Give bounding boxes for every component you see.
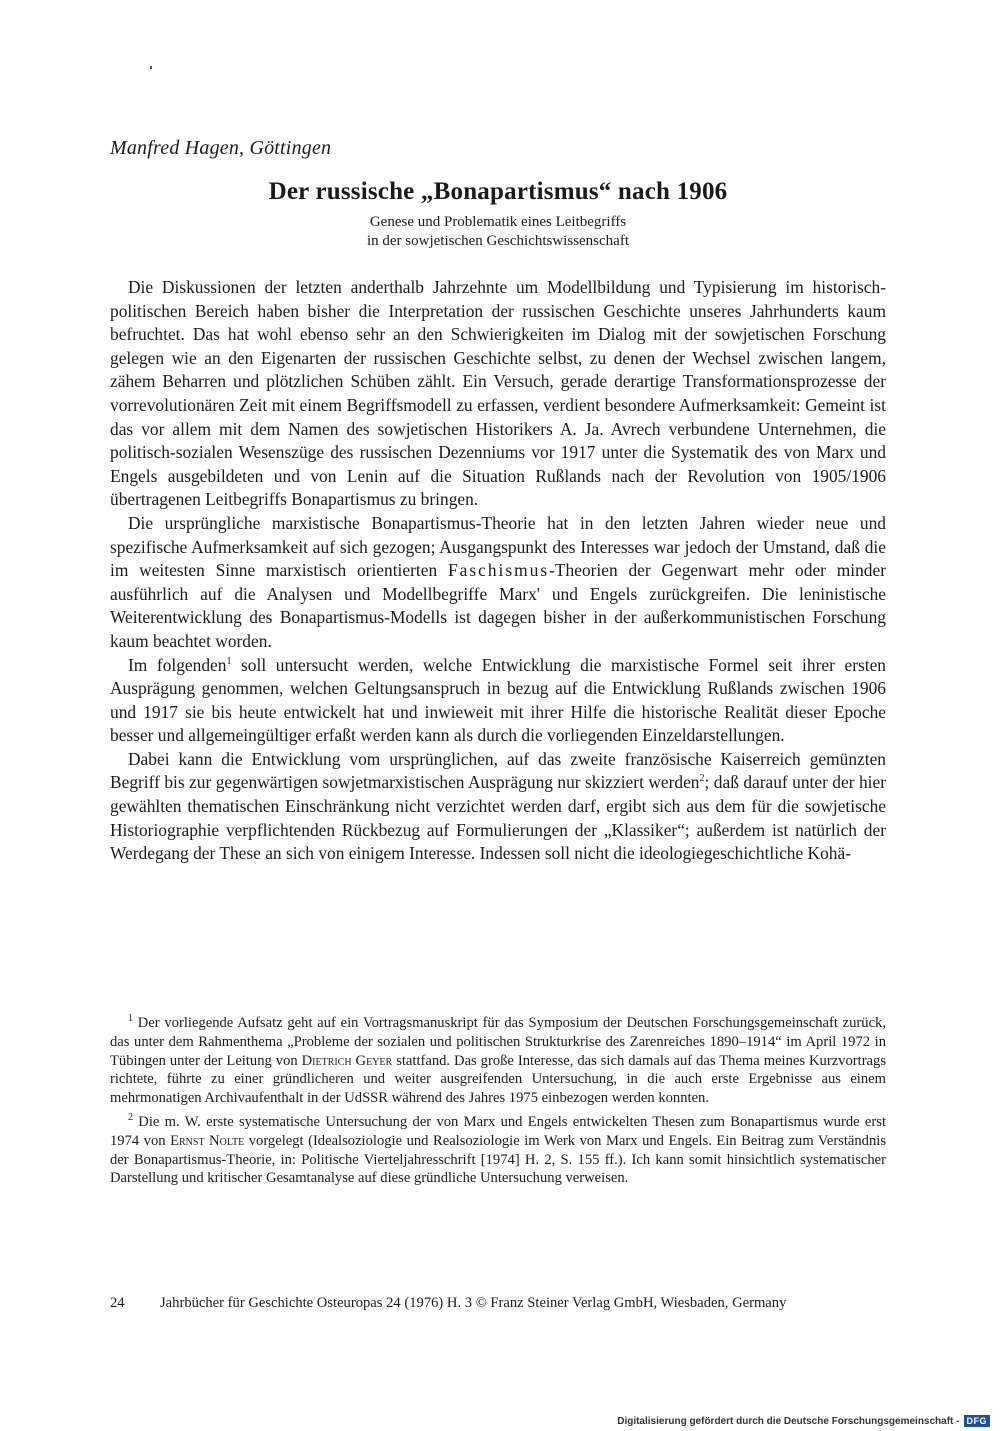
paragraph-3-text-b: soll untersucht werden, welche Entwicklung die marxistische Formel seit ihrer ersten Ausprägung genommen, welchen Geltungsanspruch in bezug auf die Entwicklung Rußlands zwischen 1906 und 1917 sie bis heute entwickelt hat und inwieweit mit ihrer Hilfe die historische Realität dieser Epoche besser und allgemeingültiger erfaßt werden kann als durch die vorliegenden Einzeldarstellungen.	[110, 654, 886, 746]
emphasized-term: Faschismus	[447, 560, 550, 581]
page-number: 24	[110, 1295, 125, 1311]
footnote-2-text-b: vorgelegt (Idealsoziologie und Realsoziologie im Werk von Marx und Engels. Ein Beitrag zum Verständnis der Bonapartismus-Theorie, in: Politische Vierteljahresschrift [1974] H. 2, S. 155 ff.). Ich kann somit hinsichtlich systematischer Darstellung und kritischer Gesamtanalyse auf diese gründliche Untersuchung verweisen.	[110, 1132, 887, 1187]
paragraph-2-text-a: Die ursprüngliche marxistische Bonapartismus-Theorie hat in den letzten Jahren wieder neue und spezifische Aufmerksamkeit auf sich gezogen; Ausgangspunkt des Interesses war jedoch der Umstand, daß die im weitesten Sinne marxistisch orientierten	[110, 512, 886, 581]
article-title: Der russische „Bonapartismus“ nach 1906	[268, 178, 728, 205]
footnote-ref-1[interactable]: 1	[226, 655, 232, 667]
subtitle-line-2: in der sowjetischen Geschichtswissenschaft	[366, 233, 630, 249]
footnote-2	[110, 1113, 886, 1188]
footnote-2-author: Ernst Nolte	[170, 1132, 245, 1149]
footnote-1-author: Dietrich Geyer	[301, 1052, 393, 1069]
footnote-1-text-a: Der vorliegende Aufsatz geht auf ein Vortragsmanuskript für das Symposium der Deutschen Forschungsgemeinschaft zurück, das unter dem Rahmenthema „Probleme der sozialen und politischen Strukturkrise des Zarenreiches 1890–1914“ im April 1972 in Tübingen unter der Leitung von	[110, 1015, 886, 1069]
paragraph-4-text-b: ; daß darauf unter der hier gewählten thematischen Einschränkung nicht verzichtet werden darf, ergibt sich aus dem für die sowjetische Historiographie verpflichtenden Rückbezug auf Formulierungen der „Klassiker“; außerdem ist natürlich der Werdegang der These an sich von einigem Interesse. Indessen soll nicht die ideologiegeschichtliche Kohä-	[110, 772, 886, 864]
scan-speck	[150, 66, 152, 69]
footnote-2-mark: 2	[128, 1112, 133, 1124]
body-text	[110, 276, 886, 866]
paragraph-3	[110, 654, 886, 748]
dfg-logo-icon: DFG	[964, 1415, 991, 1427]
author-line: Manfred Hagen, Göttingen	[110, 137, 332, 159]
footnote-1-mark: 1	[128, 1013, 133, 1025]
paragraph-4-text-a: Dabei kann die Entwicklung vom ursprünglichen, auf das zweite französische Kaiserreich gemünzten Begriff bis zur gegenwärtigen sowjetmarxistischen Ausprägung nur skizziert werden	[110, 748, 886, 793]
footnote-ref-2[interactable]: 2	[699, 773, 705, 785]
paragraph-2-text-b: -Theorien der Gegenwart mehr oder minder ausführlich auf die Analysen und Modellbegriffe Marx' und Engels zurückgreifen. Die leninistische Weiterentwicklung des Bonapartismus-Modells ist dagegen bisher in der außerkommunistischen Forschung kaum beachtet worden.	[110, 560, 887, 651]
paragraph-2	[110, 512, 886, 654]
paragraph-4	[110, 748, 886, 866]
paragraph-1: Die Diskussionen der letzten anderthalb Jahrzehnte um Modellbildung und Typisierung im historisch-politischen Bereich haben bisher die Interpretation der russischen Geschichte unseres Jahrhunderts kaum befruchtet. Das hat wohl ebenso sehr an den Schwierigkeiten im Dialog mit der sowjetischen Forschung gelegen wie an den Eigenarten der russischen Geschichte selbst, zu denen der Wechsel zwischen langem, zähem Beharren und plötzlichen Schüben zählt. Ein Versuch, gerade derartige Transformationsprozesse der vorrevolutionären Zeit mit einem Begriffsmodell zu erfassen, verdient besondere Aufmerksamkeit: Gemeint ist das vor allem mit dem Namen des sowjetischen Historikers A. Ja. Avrech verbundene Unternehmen, die politisch-sozialen Wesenszüge des russischen Dezenniums vor 1917 unter die Systematik des von Marx und Engels ausgebildeten und von Lenin auf die Situation Rußlands nach der Revolution von 1905/1906 übertragenen Leitbegriffs Bonapartismus zu bringen.	[110, 277, 886, 510]
footnote-1	[110, 1014, 886, 1108]
paragraph-3-text-a: Im folgenden	[128, 654, 227, 675]
footnote-1-text-b: stattfand. Das große Interesse, das sich damals auf das Thema meines Kurzvortrags richtete, führte zu einer gründlicheren und weiter ausgreifenden Untersuchung, in die auch erste Ergebnisse aus einem mehrmonatigen Archivaufenthalt in der UdSSR während des Jahres 1975 einbezogen werden konnten.	[110, 1052, 887, 1107]
footnote-2-text-a: Die m. W. erste systematische Untersuchung der von Marx und Engels entwickelten Thesen zum Bonapartismus wurde erst 1974 von	[110, 1113, 886, 1149]
page-footer	[110, 1295, 886, 1312]
digitization-notice	[617, 1415, 990, 1427]
digitization-text: Digitalisierung gefördert durch die Deutsche Forschungsgemeinschaft -	[617, 1415, 960, 1427]
journal-citation: Jahrbücher für Geschichte Osteuropas 24 (1976) H. 3 © Franz Steiner Verlag GmbH, Wiesbaden, Germany	[160, 1295, 787, 1311]
footnotes	[110, 1014, 886, 1193]
article-subtitle	[110, 213, 886, 251]
subtitle-line-1: Genese und Problematik eines Leitbegriffs	[369, 214, 627, 230]
